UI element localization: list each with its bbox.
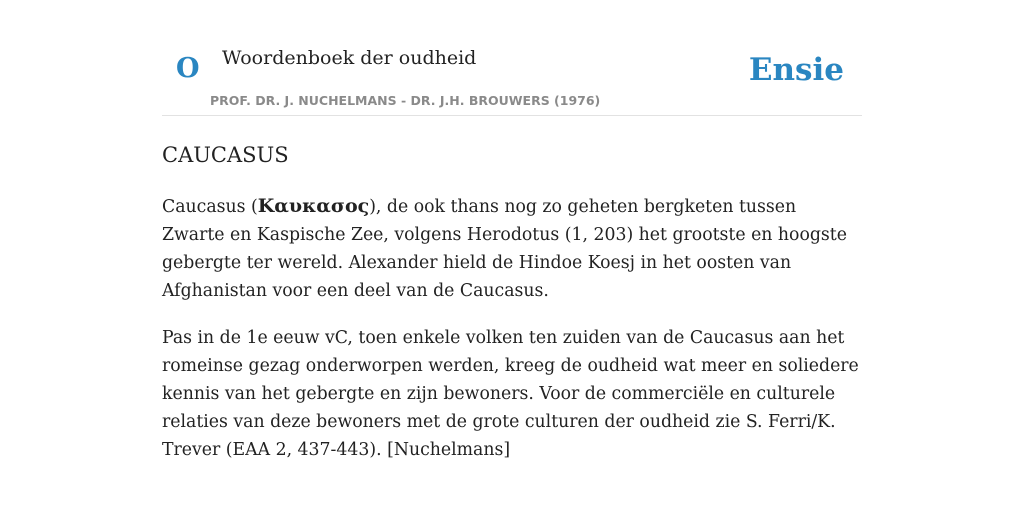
ensie-logo[interactable]: Ensie [748,52,844,88]
entry-title: CAUCASUS [162,143,289,167]
page-container [162,0,862,460]
entry-body [162,192,862,483]
index-letter[interactable]: O [176,53,200,84]
entry-paragraph-1 [162,192,862,305]
greek-term: Καυκασος [257,195,370,217]
dictionary-header [162,0,862,116]
dictionary-title[interactable]: Woordenboek der oudheid [222,47,477,69]
paragraph-1-lead: Caucasus ( [162,197,258,217]
dictionary-authors: PROF. DR. J. NUCHELMANS - DR. J.H. BROUWERS (1976) [210,93,601,108]
paragraph-1-rest: ), de ook thans nog zo geheten bergketen tussen Zwarte en Kaspische Zee, volgens Herodotus (1, 203) het grootste en hoogste gebergte ter wereld. Alexander hield de Hindoe Koesj in het oosten van Afghanistan voor een deel van de Caucasus. [162,197,847,301]
entry-paragraph-2: Pas in de 1e eeuw vC, toen enkele volken ten zuiden van de Caucasus aan het romeinse gezag onderworpen werden, kreeg de oudheid wat meer en soliedere kennis van het gebergte en zijn bewoners. Voor de commerciële en culturele relaties van deze bewoners met de grote culturen der oudheid zie S. Ferri/K. Trever (EAA 2, 437-443). [Nuchelmans] [162,328,859,460]
